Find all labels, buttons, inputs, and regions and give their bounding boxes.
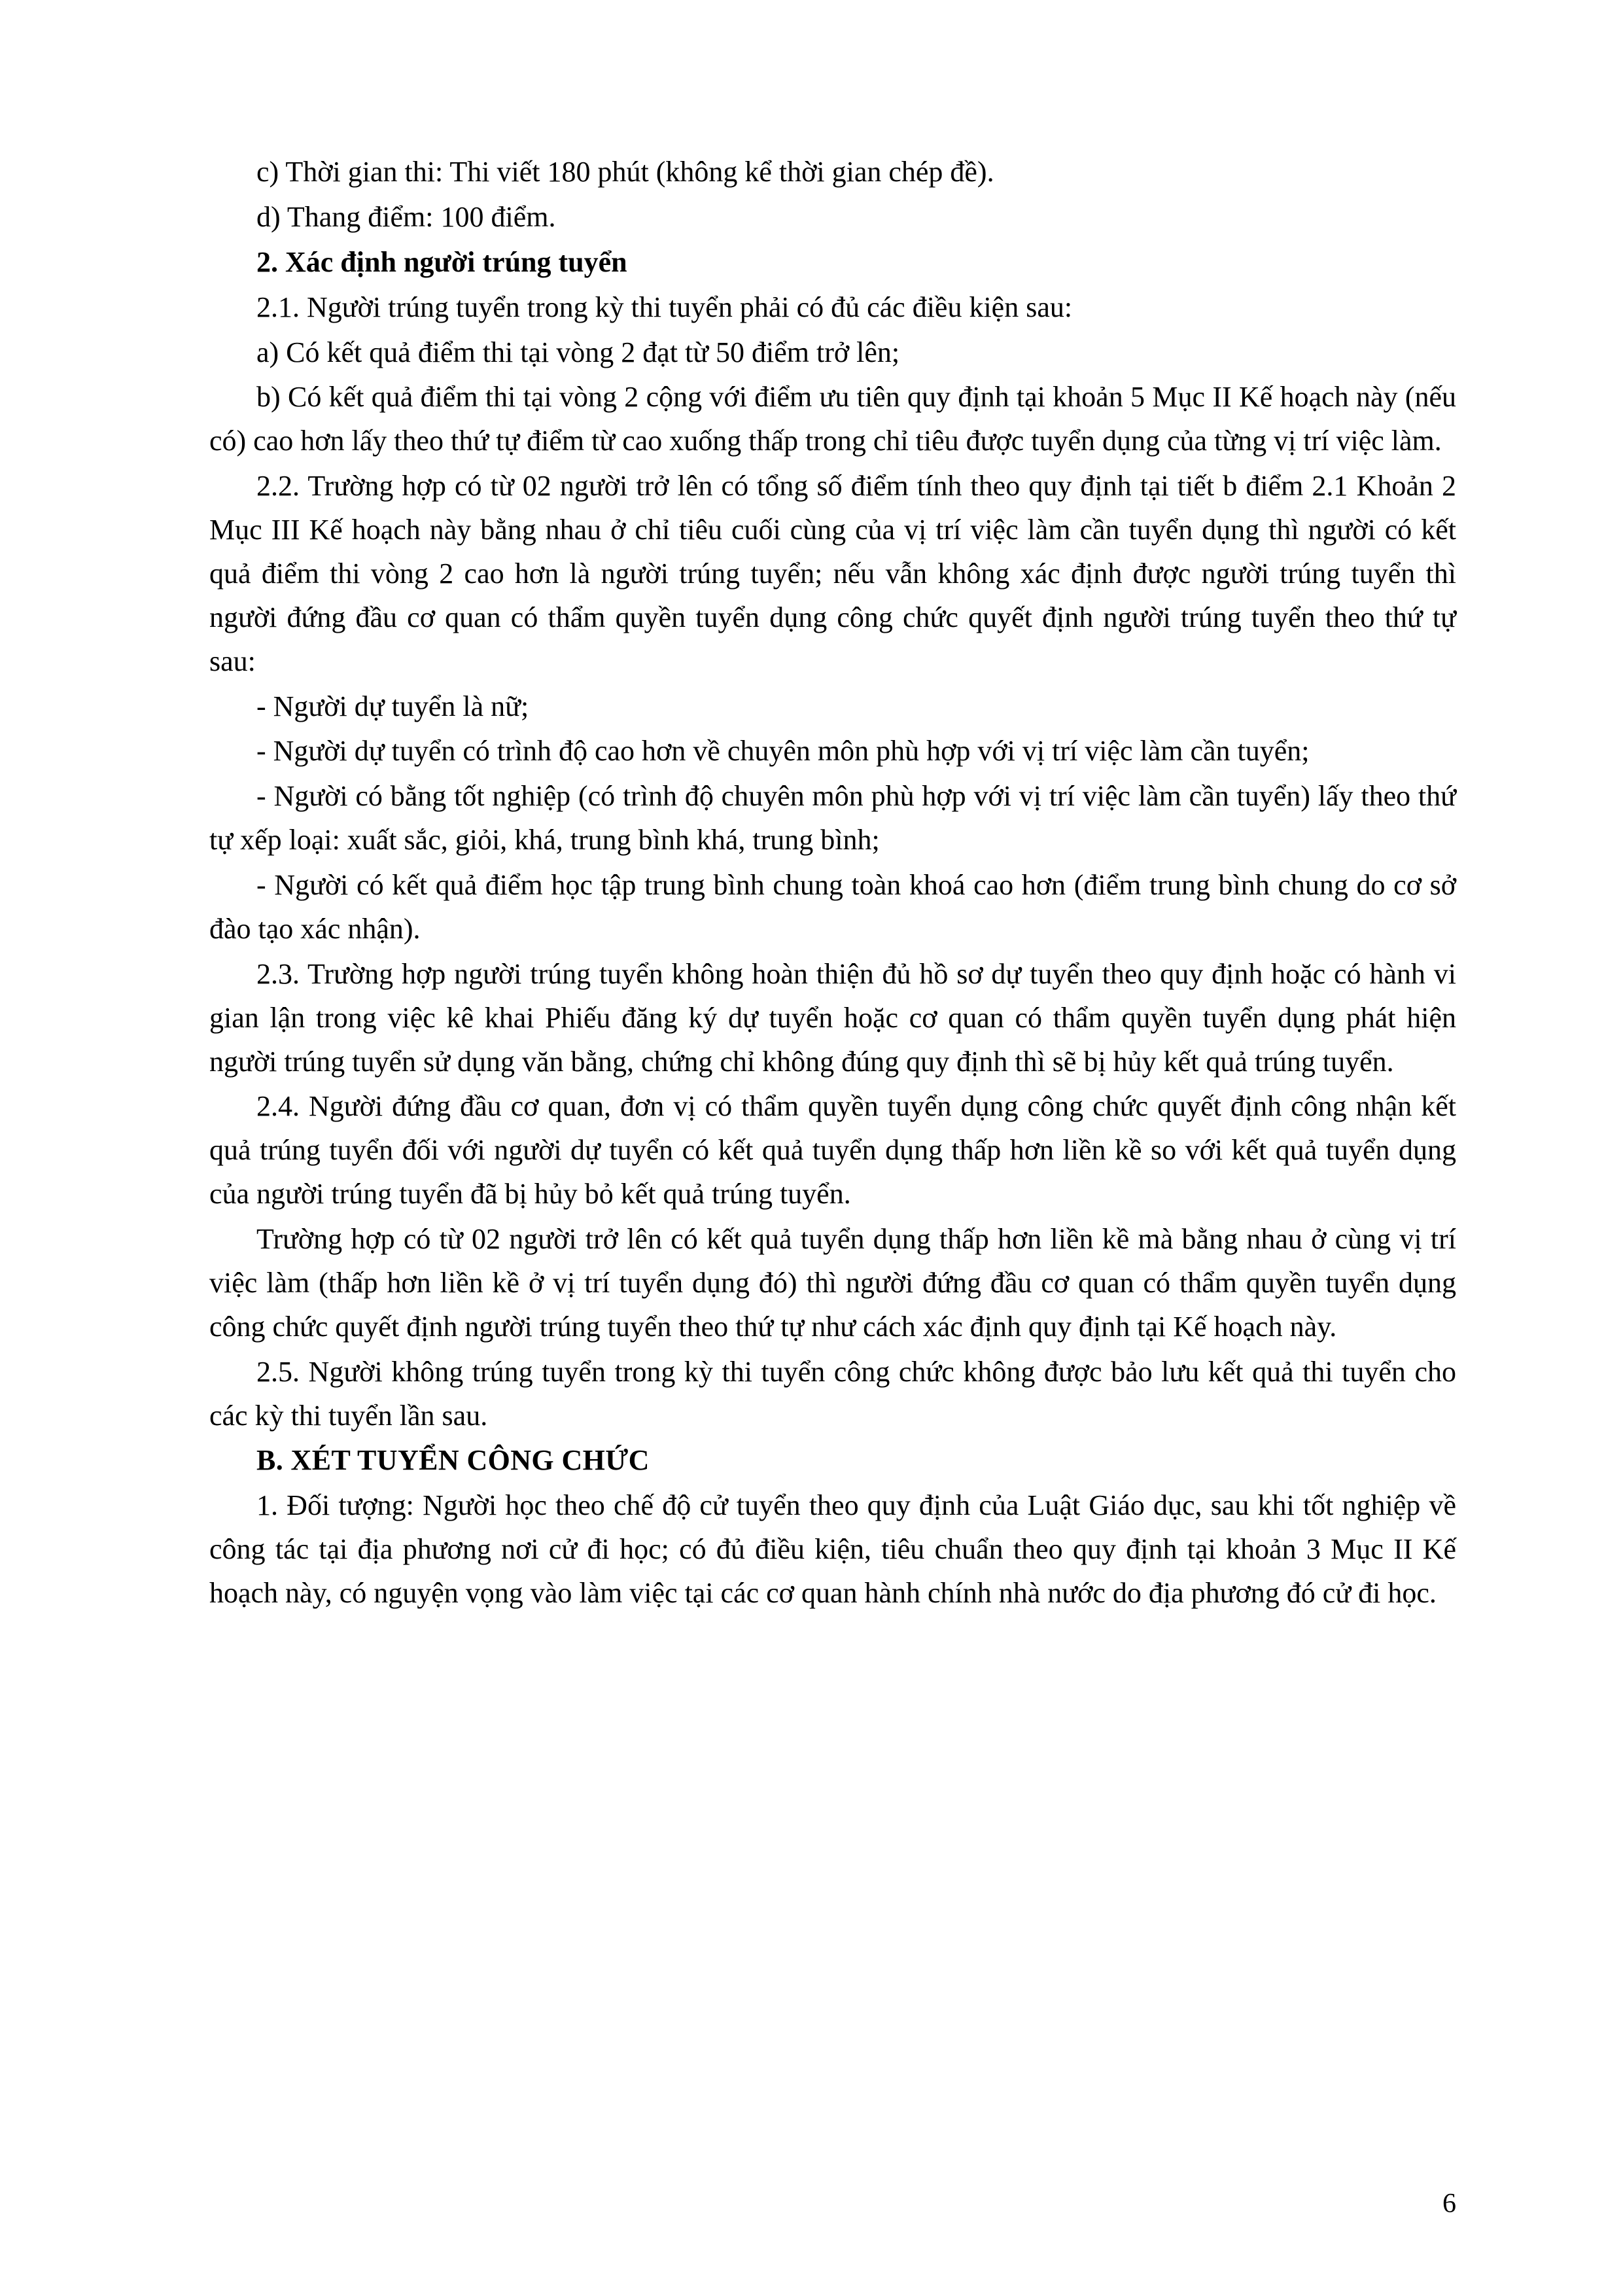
page-number: 6 [1442,2189,1456,2219]
paragraph-2-4-continued: Trường hợp có từ 02 người trở lên có kết quả tuyển dụng thấp hơn liền kề mà bằng nhau ở cùng vị trí việc làm (thấp hơn liền kề ở vị trí tuyển dụng đó) thì người đứng đầu cơ quan có thẩm quyền tuyển dụng công chức quyết định người trúng tuyển theo thứ tự như cách xác định quy định tại Kế hoạch này. [209,1223,1456,1343]
heading-section-2: 2. Xác định người trúng tuyển [256,245,627,278]
document-body [209,150,1456,1616]
paragraph-2-5: 2.5. Người không trúng tuyển trong kỳ thi tuyển công chức không được bảo lưu kết quả thi tuyển cho các kỳ thi tuyển lần sau. [209,1355,1456,1432]
paragraph-2-2: 2.2. Trường hợp có từ 02 người trở lên có tổng số điểm tính theo quy định tại tiết b điểm 2.1 Khoản 2 Mục III Kế hoạch này bằng nhau ở chỉ tiêu cuối cùng của vị trí việc làm cần tuyển dụng thì người có kết quả điểm thi vòng 2 cao hơn là người trúng tuyển; nếu vẫn không xác định được người trúng tuyển thì người đứng đầu cơ quan có thẩm quyền tuyển dụng công chức quyết định người trúng tuyển theo thứ tự sau: [209,470,1456,677]
paragraph-2-3: 2.3. Trường hợp người trúng tuyển không hoàn thiện đủ hồ sơ dự tuyển theo quy định hoặc có hành vi gian lận trong việc kê khai Phiếu đăng ký dự tuyển hoặc cơ quan có thẩm quyền tuyển dụng phát hiện người trúng tuyển sử dụng văn bằng, chứng chỉ không đúng quy định thì sẽ bị hủy kết quả trúng tuyển. [209,957,1456,1078]
paragraph-criteria-gpa: - Người có kết quả điểm học tập trung bình chung toàn khoá cao hơn (điểm trung bình chung do cơ sở đào tạo xác nhận). [209,869,1456,945]
paragraph-criteria-female: - Người dự tuyển là nữ; [256,690,529,722]
paragraph-2-1: 2.1. Người trúng tuyển trong kỳ thi tuyển phải có đủ các điều kiện sau: [256,291,1073,323]
paragraph-criteria-higher-qualification: - Người dự tuyển có trình độ cao hơn về chuyên môn phù hợp với vị trí việc làm cần tuyển; [256,735,1310,768]
paragraph-2-4: 2.4. Người đứng đầu cơ quan, đơn vị có thẩm quyền tuyển dụng công chức quyết định công nhận kết quả trúng tuyển đối với người dự tuyển có kết quả tuyển dụng thấp hơn liền kề so với kết quả tuyển dụng của người trúng tuyển đã bị hủy bỏ kết quả trúng tuyển. [209,1090,1456,1210]
paragraph-2-1-a: a) Có kết quả điểm thi tại vòng 2 đạt từ 50 điểm trở lên; [256,336,900,368]
paragraph-2-1-b: b) Có kết quả điểm thi tại vòng 2 cộng với điểm ưu tiên quy định tại khoản 5 Mục II Kế hoạch này (nếu có) cao hơn lấy theo thứ tự điểm từ cao xuống thấp trong chỉ tiêu được tuyển dụng của từng vị trí việc làm. [209,381,1456,457]
paragraph-exam-duration: c) Thời gian thi: Thi viết 180 phút (không kể thời gian chép đề). [256,156,994,188]
paragraph-score-scale: d) Thang điểm: 100 điểm. [256,200,556,233]
paragraph-b-1: 1. Đối tượng: Người học theo chế độ cử tuyển theo quy định của Luật Giáo dục, sau khi tốt nghiệp về công tác tại địa phương nơi cử đi học; có đủ điều kiện, tiêu chuẩn theo quy định tại khoản 3 Mục II Kế hoạch này, có nguyện vọng vào làm việc tại các cơ quan hành chính nhà nước do địa phương đó cử đi học. [209,1489,1456,1609]
paragraph-criteria-diploma-ranking: - Người có bằng tốt nghiệp (có trình độ chuyên môn phù hợp với vị trí việc làm cần tuyển) lấy theo thứ tự xếp loại: xuất sắc, giỏi, khá, trung bình khá, trung bình; [209,780,1456,857]
heading-section-b: B. XÉT TUYỂN CÔNG CHỨC [256,1444,650,1477]
